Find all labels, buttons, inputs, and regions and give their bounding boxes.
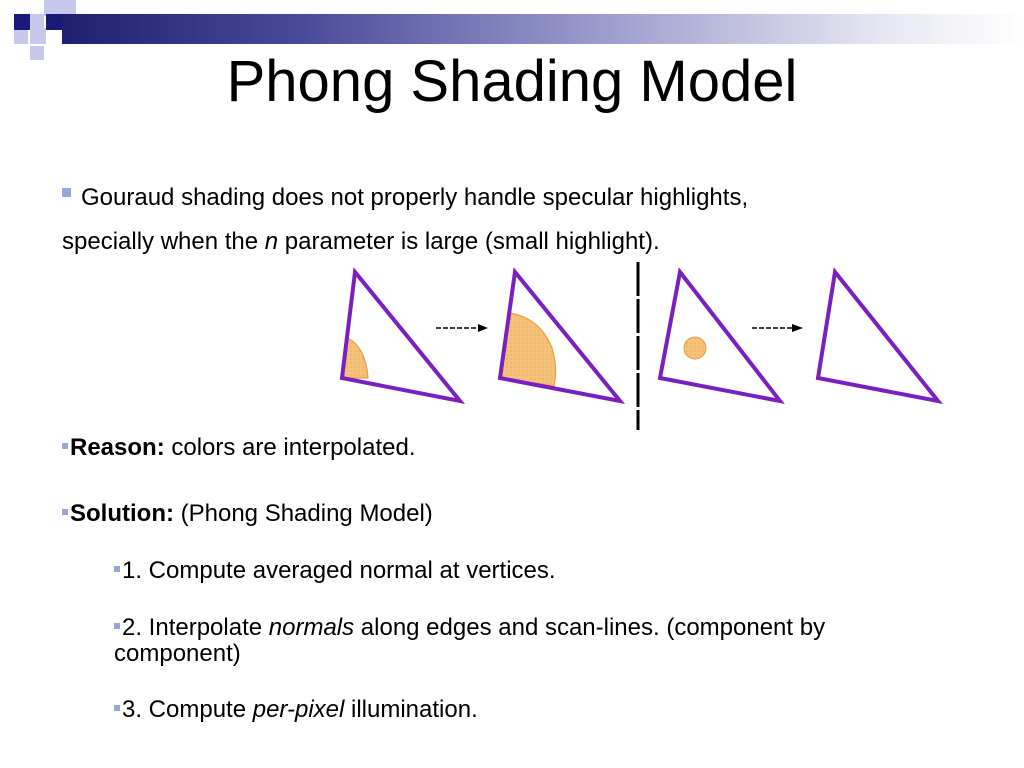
solution-bullet (62, 500, 433, 528)
header-gradient-bar (62, 14, 1024, 44)
intro-line2 (62, 228, 660, 256)
step-1-text: 1. Compute averaged normal at vertices. (122, 557, 556, 584)
intro-line1: Gouraud shading does not properly handle specular highlights, (81, 184, 749, 211)
step-2 (114, 614, 825, 642)
arrow-right-icon (436, 324, 488, 332)
solution-label: Solution: (70, 500, 174, 527)
step-3-pre: 3. Compute (122, 696, 253, 723)
step-2-pre: 2. Interpolate (122, 614, 269, 641)
triangle-4 (818, 272, 938, 401)
triangle-1 (342, 272, 460, 401)
step-2-line2: component) (114, 640, 241, 667)
step-3-post: illumination. (344, 696, 478, 723)
bullet-icon (114, 705, 120, 711)
step-3-italic: per-pixel (252, 696, 345, 723)
reason-text: colors are interpolated. (164, 434, 416, 461)
bullet-icon (62, 509, 68, 515)
bullet-icon (62, 188, 71, 197)
intro-bullet (62, 184, 748, 212)
bullet-icon (114, 623, 120, 629)
reason-label: Reason: (70, 434, 165, 461)
bullet-icon (114, 566, 120, 572)
step-2-italic: normals (268, 614, 355, 641)
intro-line2-post: parameter is large (small highlight). (278, 228, 660, 255)
triangle-2 (500, 272, 620, 401)
step-2-post: along edges and scan-lines. (component by (354, 614, 826, 641)
bullet-icon (62, 443, 68, 449)
intro-line2-pre: specially when the (62, 228, 265, 255)
reason-bullet (62, 434, 416, 462)
solution-text: (Phong Shading Model) (173, 500, 433, 527)
triangle-3 (660, 272, 780, 401)
step-3 (114, 696, 478, 724)
shading-diagram (330, 258, 960, 434)
intro-line2-italic: n (264, 228, 279, 255)
step-1 (114, 557, 556, 585)
arrow-right-icon (752, 324, 803, 332)
page-title: Phong Shading Model (226, 49, 798, 114)
